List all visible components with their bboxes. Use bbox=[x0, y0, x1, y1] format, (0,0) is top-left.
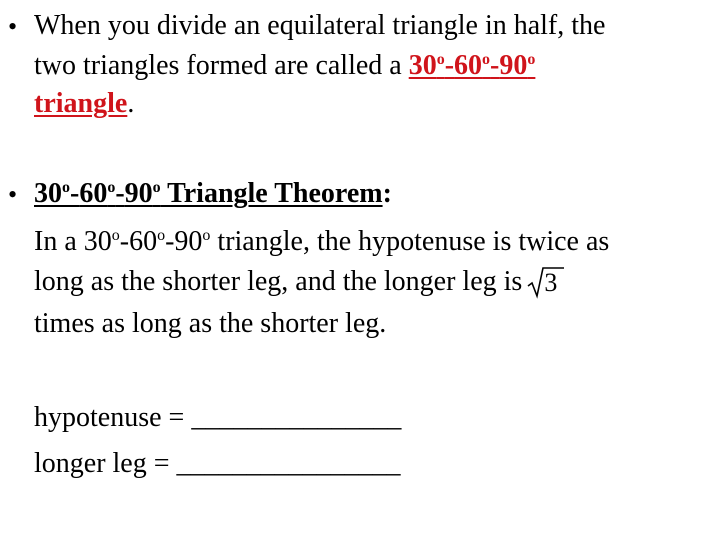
title-rest: Triangle Theorem bbox=[160, 178, 383, 209]
body-sep: - bbox=[165, 226, 175, 257]
bullet-dot: • bbox=[8, 12, 18, 41]
bullet-one-line-3 bbox=[34, 90, 134, 118]
title-sep: - bbox=[70, 178, 80, 209]
degree-mark: o bbox=[436, 51, 445, 68]
degree-mark: o bbox=[157, 227, 166, 244]
term-30-60-90 bbox=[409, 50, 536, 81]
body-l2: long as the shorter leg, and the longer leg is bbox=[34, 266, 523, 297]
longer-leg-label: longer leg = ________________ bbox=[34, 448, 401, 479]
term-angle-2: 60 bbox=[454, 50, 483, 81]
body-angle-3: 90 bbox=[174, 226, 203, 257]
bullet-one-line-2 bbox=[34, 52, 535, 80]
degree-mark: o bbox=[111, 227, 120, 244]
bullet-dot: • bbox=[8, 180, 18, 209]
degree-mark: o bbox=[202, 227, 211, 244]
bullet-one-text-2: two triangles formed are called a bbox=[34, 50, 409, 81]
term-angle-3: 90 bbox=[499, 50, 528, 81]
bullet-one-line-1 bbox=[34, 12, 605, 40]
degree-mark: o bbox=[482, 51, 491, 68]
term-angle-1: 30 bbox=[408, 50, 437, 81]
body-sep: - bbox=[119, 226, 130, 257]
degree-mark: o bbox=[527, 51, 536, 68]
radicand: 3 bbox=[544, 268, 558, 297]
longer-leg-blank bbox=[34, 450, 401, 478]
theorem-body-line-3 bbox=[34, 310, 386, 338]
square-root-icon bbox=[526, 266, 564, 298]
body-l1-post: triangle, the hypotenuse is twice as bbox=[210, 226, 610, 257]
body-angle-2: 60 bbox=[129, 226, 158, 257]
title-angle-2: 60 bbox=[79, 178, 108, 209]
term-triangle: triangle bbox=[34, 88, 128, 119]
degree-mark: o bbox=[152, 179, 161, 196]
title-angle-1: 30 bbox=[34, 178, 62, 209]
body-l1-pre: In a bbox=[34, 226, 84, 257]
bullet-one-period: . bbox=[127, 88, 135, 119]
bullet-one-text-1: When you divide an equilateral triangle in half, the bbox=[34, 10, 606, 41]
theorem-body-line-1 bbox=[34, 228, 609, 256]
body-l3: times as long as the shorter leg. bbox=[34, 308, 387, 339]
term-sep: - bbox=[490, 50, 500, 81]
theorem-title bbox=[34, 178, 383, 209]
degree-mark: o bbox=[107, 179, 116, 196]
term-sep: - bbox=[444, 50, 455, 81]
hypotenuse-blank bbox=[34, 404, 401, 432]
theorem-title-line bbox=[34, 180, 392, 208]
hypotenuse-label: hypotenuse = _______________ bbox=[34, 402, 402, 433]
body-angle-1: 30 bbox=[83, 226, 112, 257]
theorem-body-line-2 bbox=[34, 266, 564, 298]
degree-mark: o bbox=[62, 179, 70, 196]
title-sep: - bbox=[115, 178, 125, 209]
title-colon: : bbox=[382, 178, 392, 209]
title-angle-3: 90 bbox=[124, 178, 153, 209]
